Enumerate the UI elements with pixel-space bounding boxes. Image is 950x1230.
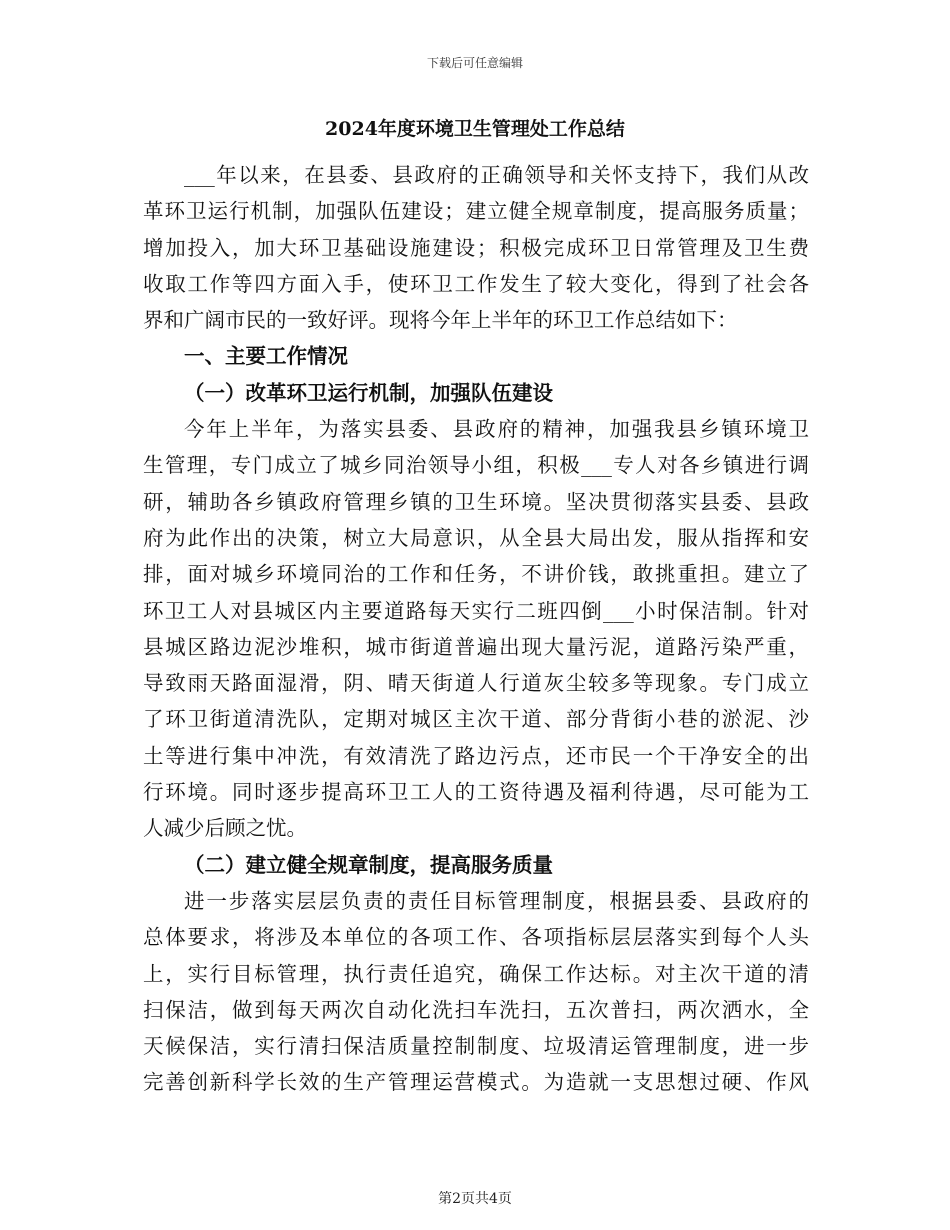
body-text-line: 府为此作出的决策，树立大局意识，从全县大局出发，服从指挥和安 — [143, 525, 809, 550]
body-text-line: 革环卫运行机制，加强队伍建设；建立健全规章制度，提高服务质量； — [143, 199, 809, 224]
paragraph-last-line: 界和广阔市民的一致好评。现将今年上半年的环卫工作总结如下： — [143, 308, 738, 333]
paragraph-first-line: ___年以来，在县委、县政府的正确领导和关怀支持下，我们从改 — [184, 163, 809, 187]
body-text-line: 生管理，专门成立了城乡同治领导小组，积极___专人对各乡镇进行调 — [143, 453, 809, 478]
body-text-line: 增加投入，加大环卫基础设施建设；积极完成环卫日常管理及卫生费 — [143, 235, 809, 260]
body-text-line: 研，辅助各乡镇政府管理乡镇的卫生环境。坚决贯彻落实县委、县政 — [143, 489, 809, 514]
body-text-line: 上，实行目标管理，执行责任追究，确保工作达标。对主次干道的清 — [143, 961, 809, 986]
body-text-line: 环卫工人对县城区内主要道路每天实行二班四倒___小时保洁制。针对 — [143, 598, 809, 623]
paragraph-first-line: 进一步落实层层负责的责任目标管理制度，根据县委、县政府的 — [184, 888, 809, 913]
body-text-line: 天候保洁，实行清扫保洁质量控制制度、垃圾清运管理制度，进一步 — [143, 1034, 809, 1059]
subsection-heading: （一）改革环卫运行机制，加强队伍建设 — [184, 380, 553, 405]
body-text-line: 扫保洁，做到每天两次自动化洗扫车洗扫，五次普扫，两次洒水，全 — [143, 997, 809, 1022]
document-body — [143, 157, 809, 1101]
document-title: 2024年度环境卫生管理处工作总结 — [325, 118, 625, 140]
body-text-line: 县城区路边泥沙堆积，城市街道普遍出现大量污泥，道路污染严重， — [143, 634, 809, 659]
page-number-footer: 第2页共4页 — [438, 1191, 512, 1207]
body-text-line: 行环境。同时逐步提高环卫工人的工资待遇及福利待遇，尽可能为工 — [143, 780, 809, 805]
paragraph-first-line: 今年上半年，为落实县委、县政府的精神，加强我县乡镇环境卫 — [184, 417, 809, 442]
body-text-line: 完善创新科学长效的生产管理运营模式。为造就一支思想过硬、作风 — [143, 1070, 809, 1095]
section-heading: 一、主要工作情况 — [184, 344, 348, 369]
body-text-line: 导致雨天路面湿滑，阴、晴天街道人行道灰尘较多等现象。专门成立 — [143, 671, 809, 696]
body-text-line: 收取工作等四方面入手，使环卫工作发生了较大变化，得到了社会各 — [143, 271, 809, 296]
subsection-heading: （二）建立健全规章制度，提高服务质量 — [184, 852, 553, 877]
body-text-line: 总体要求，将涉及本单位的各项工作、各项指标层层落实到每个人头 — [143, 925, 809, 950]
body-text-line: 排，面对城乡环境同治的工作和任务，不讲价钱，敢挑重担。建立了 — [143, 562, 809, 587]
body-text-line: 了环卫街道清洗队，定期对城区主次干道、部分背街小巷的淤泥、沙 — [143, 707, 809, 732]
paragraph-last-line: 人减少后顾之忧。 — [143, 816, 307, 841]
page-header-note: 下载后可任意编辑 — [426, 56, 523, 70]
body-text-line: 土等进行集中冲洗，有效清洗了路边污点，还市民一个干净安全的出 — [143, 743, 809, 768]
